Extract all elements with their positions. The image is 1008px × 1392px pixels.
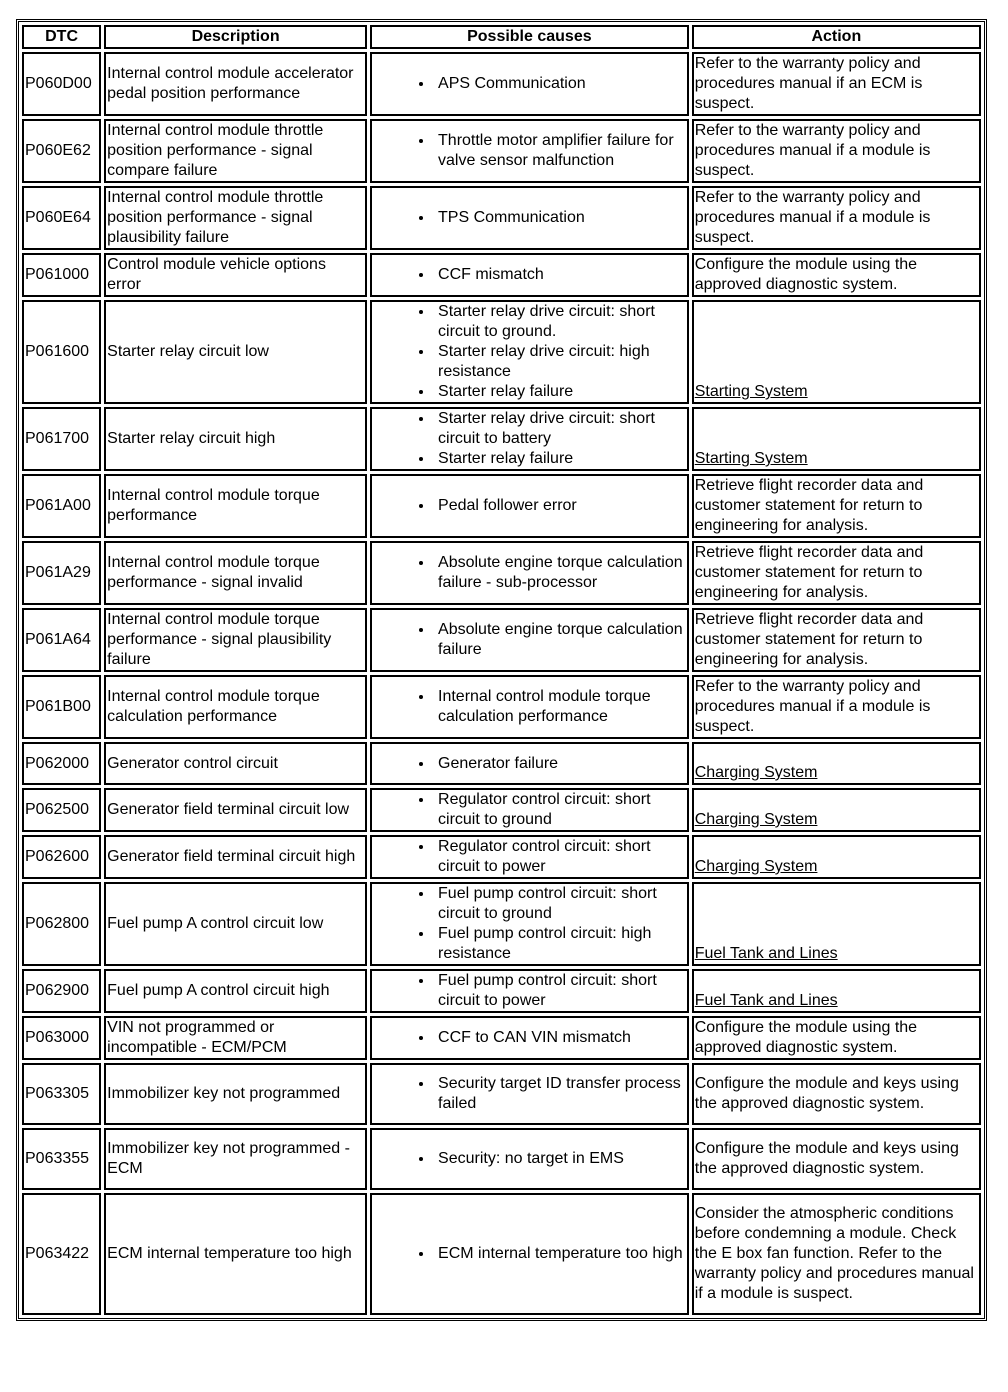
possible-causes <box>370 52 689 116</box>
causes-list <box>372 302 687 402</box>
action-text: Configure the module and keys using the approved diagnostic system. <box>694 1140 959 1177</box>
possible-causes <box>370 969 689 1013</box>
cause-item: • TPS Communication <box>434 208 687 228</box>
dtc-description: Generator control circuit <box>104 742 367 785</box>
action-link[interactable]: Fuel Tank and Lines <box>694 945 838 962</box>
cause-item: • ECM internal temperature too high <box>434 1244 687 1264</box>
causes-list <box>372 1074 687 1114</box>
dtc-code: P061B00 <box>22 675 101 739</box>
table-row <box>22 52 981 116</box>
possible-causes <box>370 1128 689 1190</box>
dtc-code: P063355 <box>22 1128 101 1190</box>
dtc-code: P060E62 <box>22 119 101 183</box>
table-header-row <box>22 25 981 49</box>
possible-causes <box>370 119 689 183</box>
dtc-description: Internal control module throttle position performance - signal plausibility failure <box>104 186 367 250</box>
possible-causes <box>370 1063 689 1125</box>
cause-item: • Starter relay failure <box>434 449 687 469</box>
possible-causes <box>370 407 689 471</box>
dtc-code: P062800 <box>22 882 101 966</box>
action-link[interactable]: Charging System <box>694 764 818 781</box>
action-link[interactable]: Fuel Tank and Lines <box>694 992 838 1009</box>
cause-item: • CCF to CAN VIN mismatch <box>434 1028 687 1048</box>
table-row <box>22 675 981 739</box>
dtc-description: VIN not programmed or incompatible - ECM/PCM <box>104 1016 367 1060</box>
dtc-code: P062000 <box>22 742 101 785</box>
action-link[interactable]: Starting System <box>694 383 808 400</box>
cause-item: • Fuel pump control circuit: high resistance <box>434 924 687 964</box>
dtc-table-container <box>16 19 987 1321</box>
table-row <box>22 474 981 538</box>
table-body <box>22 52 981 1315</box>
possible-causes <box>370 474 689 538</box>
action-text: Consider the atmospheric conditions before condemning a module. Check the E box fan function. Refer to the warranty policy and procedures manual if a module is suspect. <box>694 1205 974 1302</box>
header-dtc: DTC <box>22 25 101 49</box>
action-cell <box>692 474 981 538</box>
cause-item: • Fuel pump control circuit: short circuit to ground <box>434 884 687 924</box>
cause-item: • Security: no target in EMS <box>434 1149 687 1169</box>
action-cell <box>692 52 981 116</box>
table-row <box>22 1016 981 1060</box>
action-text: Configure the module using the approved diagnostic system. <box>694 256 918 293</box>
possible-causes <box>370 186 689 250</box>
table-row <box>22 1128 981 1190</box>
causes-list <box>372 754 687 774</box>
cause-item: • Starter relay drive circuit: short circuit to battery <box>434 409 687 449</box>
causes-list <box>372 208 687 228</box>
cause-item: • Absolute engine torque calculation failure - sub-processor <box>434 553 687 593</box>
causes-list <box>372 496 687 516</box>
dtc-description: Generator field terminal circuit low <box>104 788 367 832</box>
action-text: Retrieve flight recorder data and customer statement for return to engineering for analysis. <box>694 544 924 601</box>
cause-item: • Pedal follower error <box>434 496 687 516</box>
causes-list <box>372 131 687 171</box>
dtc-description: Fuel pump A control circuit high <box>104 969 367 1013</box>
possible-causes <box>370 788 689 832</box>
causes-list <box>372 687 687 727</box>
table-row <box>22 253 981 297</box>
dtc-description: Generator field terminal circuit high <box>104 835 367 879</box>
causes-list <box>372 884 687 964</box>
dtc-code: P061600 <box>22 300 101 404</box>
possible-causes <box>370 1016 689 1060</box>
dtc-description: Internal control module torque performance - signal invalid <box>104 541 367 605</box>
causes-list <box>372 837 687 877</box>
causes-list <box>372 1028 687 1048</box>
action-cell <box>692 742 981 785</box>
dtc-description: Immobilizer key not programmed - ECM <box>104 1128 367 1190</box>
dtc-description: Internal control module torque performance - signal plausibility failure <box>104 608 367 672</box>
dtc-code: P061000 <box>22 253 101 297</box>
action-cell <box>692 119 981 183</box>
dtc-code: P063000 <box>22 1016 101 1060</box>
cause-item: • Security target ID transfer process failed <box>434 1074 687 1114</box>
dtc-description: Starter relay circuit high <box>104 407 367 471</box>
table-row <box>22 969 981 1013</box>
action-text: Refer to the warranty policy and procedures manual if a module is suspect. <box>694 122 931 179</box>
causes-list <box>372 790 687 830</box>
action-cell <box>692 541 981 605</box>
possible-causes <box>370 300 689 404</box>
header-action: Action <box>692 25 981 49</box>
action-text: Retrieve flight recorder data and customer statement for return to engineering for analysis. <box>694 611 924 668</box>
action-cell <box>692 969 981 1013</box>
table-row <box>22 1063 981 1125</box>
dtc-description: Fuel pump A control circuit low <box>104 882 367 966</box>
possible-causes <box>370 1193 689 1315</box>
action-cell <box>692 186 981 250</box>
dtc-description: ECM internal temperature too high <box>104 1193 367 1315</box>
possible-causes <box>370 608 689 672</box>
dtc-description: Internal control module accelerator pedal position performance <box>104 52 367 116</box>
dtc-description: Internal control module throttle position performance - signal compare failure <box>104 119 367 183</box>
action-text: Refer to the warranty policy and procedures manual if an ECM is suspect. <box>694 55 923 112</box>
possible-causes <box>370 253 689 297</box>
causes-list <box>372 1149 687 1169</box>
cause-item: • Regulator control circuit: short circuit to power <box>434 837 687 877</box>
dtc-description: Control module vehicle options error <box>104 253 367 297</box>
possible-causes <box>370 541 689 605</box>
causes-list <box>372 971 687 1011</box>
action-cell <box>692 407 981 471</box>
dtc-code: P061A00 <box>22 474 101 538</box>
possible-causes <box>370 675 689 739</box>
action-cell <box>692 608 981 672</box>
table-row <box>22 1193 981 1315</box>
causes-list <box>372 74 687 94</box>
cause-item: • Absolute engine torque calculation failure <box>434 620 687 660</box>
dtc-code: P063305 <box>22 1063 101 1125</box>
table-row <box>22 608 981 672</box>
table-row <box>22 882 981 966</box>
action-cell <box>692 788 981 832</box>
cause-item: • APS Communication <box>434 74 687 94</box>
action-link[interactable]: Charging System <box>694 858 818 875</box>
cause-item: • Generator failure <box>434 754 687 774</box>
causes-list <box>372 620 687 660</box>
table-row <box>22 407 981 471</box>
table-row <box>22 300 981 404</box>
cause-item: • Internal control module torque calculation performance <box>434 687 687 727</box>
dtc-description: Internal control module torque calculation performance <box>104 675 367 739</box>
action-cell <box>692 1063 981 1125</box>
action-link[interactable]: Charging System <box>694 811 818 828</box>
action-cell <box>692 300 981 404</box>
action-text: Retrieve flight recorder data and customer statement for return to engineering for analysis. <box>694 477 924 534</box>
possible-causes <box>370 835 689 879</box>
possible-causes <box>370 742 689 785</box>
dtc-code: P062500 <box>22 788 101 832</box>
causes-list <box>372 409 687 469</box>
dtc-code: P061700 <box>22 407 101 471</box>
action-cell <box>692 675 981 739</box>
causes-list <box>372 265 687 285</box>
cause-item: • Fuel pump control circuit: short circuit to power <box>434 971 687 1011</box>
action-cell <box>692 835 981 879</box>
action-cell <box>692 1016 981 1060</box>
action-text: Configure the module using the approved diagnostic system. <box>694 1019 918 1056</box>
action-text: Refer to the warranty policy and procedures manual if a module is suspect. <box>694 678 931 735</box>
table-row <box>22 541 981 605</box>
action-cell <box>692 882 981 966</box>
dtc-table <box>16 19 987 1321</box>
dtc-code: P061A64 <box>22 608 101 672</box>
cause-item: • Regulator control circuit: short circuit to ground <box>434 790 687 830</box>
table-row <box>22 788 981 832</box>
dtc-description: Internal control module torque performance <box>104 474 367 538</box>
action-link[interactable]: Starting System <box>694 450 808 467</box>
table-row <box>22 742 981 785</box>
cause-item: • Throttle motor amplifier failure for valve sensor malfunction <box>434 131 687 171</box>
causes-list <box>372 1244 687 1264</box>
action-cell <box>692 1193 981 1315</box>
action-text: Configure the module and keys using the approved diagnostic system. <box>694 1075 959 1112</box>
dtc-code: P060D00 <box>22 52 101 116</box>
dtc-description: Starter relay circuit low <box>104 300 367 404</box>
table-row <box>22 119 981 183</box>
table-row <box>22 186 981 250</box>
causes-list <box>372 553 687 593</box>
dtc-code: P060E64 <box>22 186 101 250</box>
cause-item: • Starter relay drive circuit: high resistance <box>434 342 687 382</box>
dtc-code: P062900 <box>22 969 101 1013</box>
action-cell <box>692 1128 981 1190</box>
cause-item: • Starter relay failure <box>434 382 687 402</box>
cause-item: • CCF mismatch <box>434 265 687 285</box>
table-row <box>22 835 981 879</box>
dtc-code: P061A29 <box>22 541 101 605</box>
cause-item: • Starter relay drive circuit: short circuit to ground. <box>434 302 687 342</box>
action-text: Refer to the warranty policy and procedures manual if a module is suspect. <box>694 189 931 246</box>
dtc-code: P062600 <box>22 835 101 879</box>
dtc-code: P063422 <box>22 1193 101 1315</box>
action-cell <box>692 253 981 297</box>
possible-causes <box>370 882 689 966</box>
header-description: Description <box>104 25 367 49</box>
header-possible-causes: Possible causes <box>370 25 689 49</box>
dtc-description: Immobilizer key not programmed <box>104 1063 367 1125</box>
